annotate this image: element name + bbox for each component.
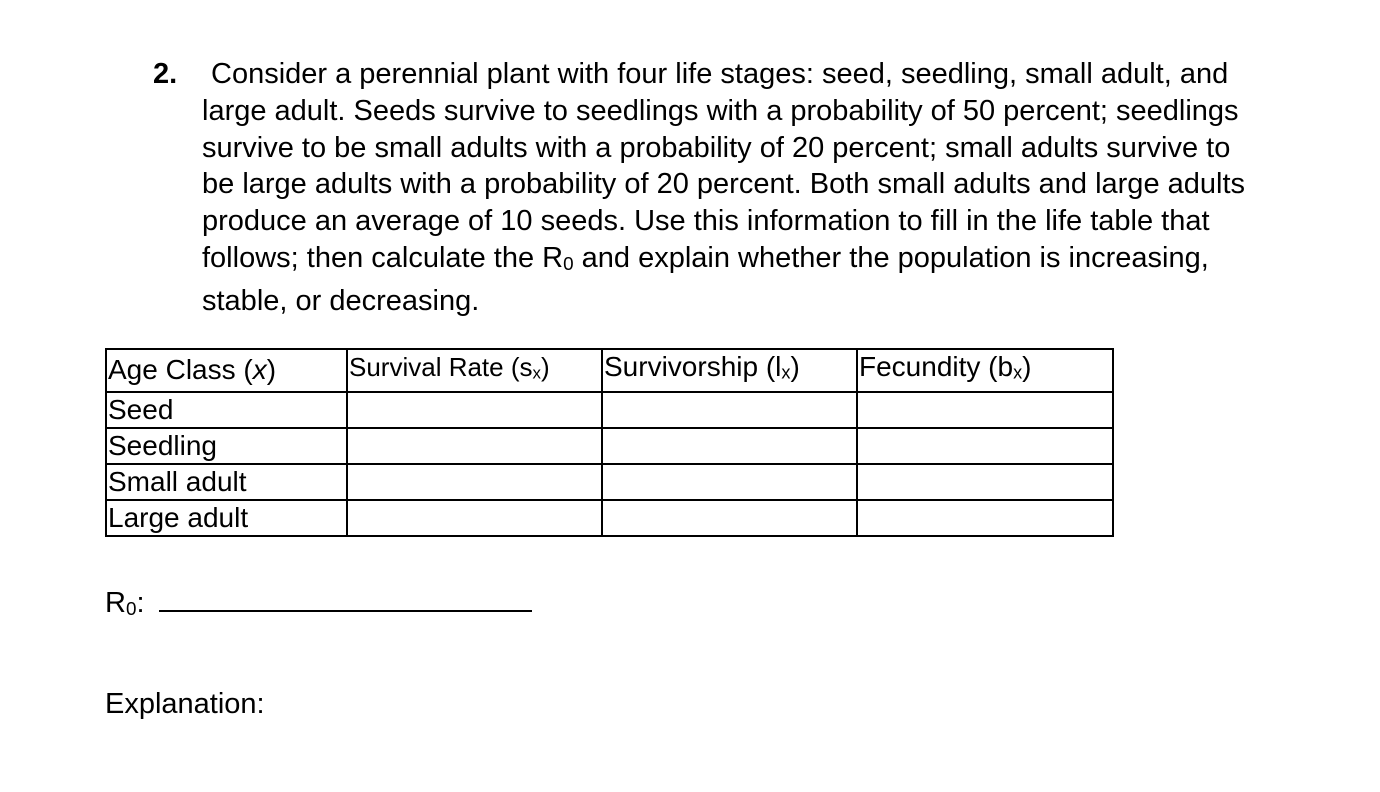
r0-label-colon: : bbox=[136, 587, 145, 619]
question-line: produce an average of 10 seeds. Use this information to fill in the life table that bbox=[202, 205, 1210, 238]
header-subscript: x bbox=[781, 363, 791, 384]
cell-age-class: Small adult bbox=[106, 464, 347, 500]
question-line-part: follows; then calculate the R bbox=[202, 241, 564, 274]
table-header-row bbox=[106, 349, 1113, 392]
table-row bbox=[106, 500, 1113, 536]
question-line-part: and explain whether the population is increasing, bbox=[581, 241, 1209, 274]
life-table bbox=[105, 348, 1114, 537]
cell-survival-rate[interactable] bbox=[347, 500, 602, 536]
r0-label-main: R bbox=[105, 587, 126, 619]
header-subscript: x bbox=[532, 363, 541, 383]
header-age-class bbox=[106, 349, 347, 392]
cell-survivorship[interactable] bbox=[602, 500, 857, 536]
header-subscript: x bbox=[1013, 363, 1023, 384]
header-text: Age Class ( bbox=[108, 354, 253, 386]
header-text: ) bbox=[266, 354, 277, 386]
question-line: large adult. Seeds survive to seedlings with a probability of 50 percent; seedlings bbox=[202, 94, 1239, 127]
cell-fecundity[interactable] bbox=[857, 392, 1113, 428]
r0-field bbox=[105, 580, 532, 620]
cell-survival-rate[interactable] bbox=[347, 464, 602, 500]
cell-age-class: Seed bbox=[106, 392, 347, 428]
cell-survivorship[interactable] bbox=[602, 464, 857, 500]
cell-survival-rate[interactable] bbox=[347, 392, 602, 428]
cell-fecundity[interactable] bbox=[857, 428, 1113, 464]
r0-answer-blank[interactable] bbox=[159, 580, 532, 612]
table-row bbox=[106, 392, 1113, 428]
question-text bbox=[202, 56, 1363, 319]
cell-fecundity[interactable] bbox=[857, 500, 1113, 536]
cell-survivorship[interactable] bbox=[602, 392, 857, 428]
header-var: x bbox=[252, 354, 267, 386]
question-number: 2. bbox=[153, 58, 178, 90]
header-text: Survival Rate (s bbox=[349, 352, 533, 382]
cell-age-class: Large adult bbox=[106, 500, 347, 536]
cell-age-class: Seedling bbox=[106, 428, 347, 464]
cell-fecundity[interactable] bbox=[857, 464, 1113, 500]
question-block bbox=[153, 56, 1363, 319]
question-line: Consider a perennial plant with four life stages: seed, seedling, small adult, and bbox=[211, 58, 1229, 90]
header-text: ) bbox=[540, 352, 550, 382]
header-text: ) bbox=[1022, 351, 1032, 383]
header-text: Fecundity (b bbox=[859, 351, 1014, 383]
question-line: be large adults with a probability of 20 percent. Both small adults and large adults bbox=[202, 168, 1246, 201]
header-fecundity bbox=[857, 349, 1113, 392]
question-line: survive to be small adults with a probability of 20 percent; small adults survive to bbox=[202, 131, 1231, 164]
r0-label bbox=[105, 587, 145, 620]
r0-subscript: 0 bbox=[563, 252, 574, 274]
cell-survivorship[interactable] bbox=[602, 428, 857, 464]
r0-label-subscript: 0 bbox=[125, 597, 137, 619]
table-row bbox=[106, 464, 1113, 500]
explanation-label: Explanation: bbox=[105, 688, 265, 720]
header-text: ) bbox=[790, 351, 800, 383]
table-row bbox=[106, 428, 1113, 464]
header-survival-rate bbox=[347, 349, 602, 392]
question-line-r0 bbox=[202, 240, 1363, 283]
header-text: Survivorship (l bbox=[604, 351, 782, 383]
cell-survival-rate[interactable] bbox=[347, 428, 602, 464]
header-survivorship bbox=[602, 349, 857, 392]
question-line: stable, or decreasing. bbox=[202, 284, 480, 317]
